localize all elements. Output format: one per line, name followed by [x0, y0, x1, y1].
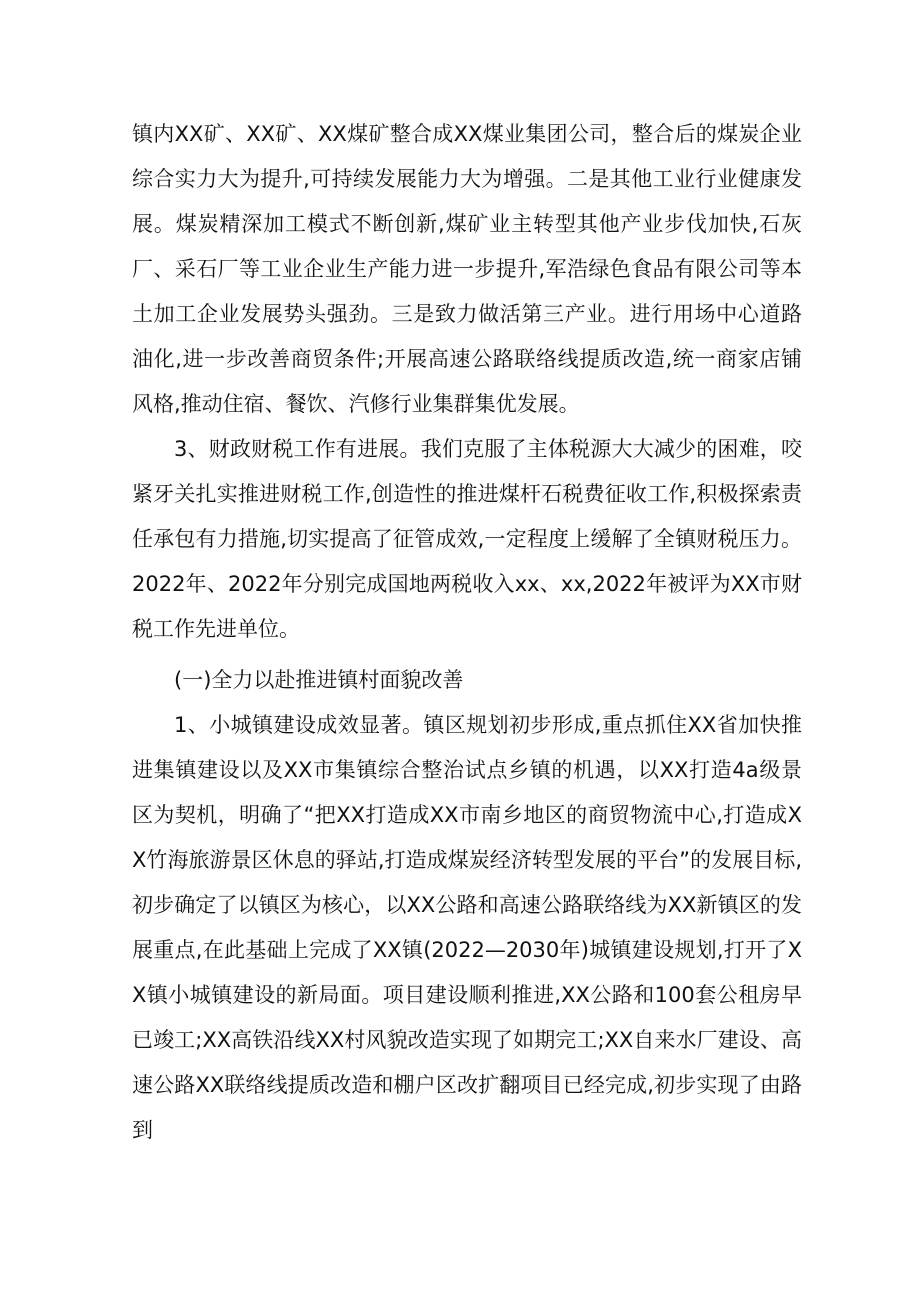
document-body [132, 112, 802, 1153]
paragraph-small-town-construction: 1、小城镇建设成效显著。镇区规划初步形成,重点抓住XX省加快推进集镇建设以及XX市集镇综合整治试点乡镇的机遇，以XX打造4a级景区为契机，明确了“把XX打造成XX市南乡地区的商贸物流中心,打造成XX竹海旅游景区休息的驿站,打造成煤炭经济转型发展的平台”的发展目标,初步确定了以镇区为核心，以XX公路和高速公路联络线为XX新镇区的发展重点,在此基础上完成了XX镇(2022—2030年)城镇建设规划,打开了XX镇小城镇建设的新局面。项目建设顺利推进,XX公路和100套公租房早已竣工;XX高铁沿线XX村风貌改造实现了如期完工;XX自来水厂建设、高速公路XX联络线提质改造和棚户区改扩翻项目已经完成,初步实现了由路到 [132, 713, 802, 1142]
paragraph-fiscal-tax-work: 3、财政财税工作有进展。我们克服了主体税源大大减少的困难，咬紧牙关扎实推进财税工作,创造性的推进煤杆石税费征收工作,积极探索责任承包有力措施,切实提高了征管成效,一定程度上缓解了全镇财税压力。2022年、2022年分别完成国地两税收入xx、xx,2022年被评为XX市财税工作先进单位。 [132, 437, 802, 641]
section-heading-town-village-improvement: (一)全力以赴推进镇村面貌改善 [174, 668, 464, 692]
paragraph-industry-development: 镇内XX矿、XX矿、XX煤矿整合成XX煤业集团公司，整合后的煤炭企业综合实力大为提升,可持续发展能力大为增强。二是其他工业行业健康发展。煤炭精深加工模式不断创新,煤矿业主转型其他产业步伐加快,石灰厂、采石厂等工业企业生产能力进一步提升,军浩绿色食品有限公司等本土加工企业发展势头强劲。三是致力做活第三产业。进行用场中心道路油化,进一步改善商贸条件;开展高速公路联络线提质改造,统一商家店铺风格,推动住宿、餐饮、汽修行业集群集优发展。 [132, 122, 802, 416]
